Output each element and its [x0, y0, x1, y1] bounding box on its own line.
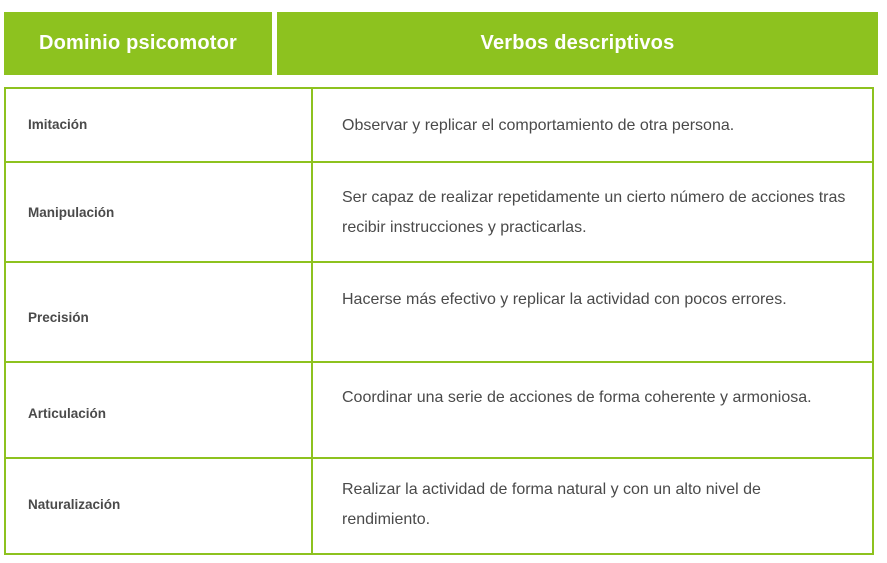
row-description: Hacerse más efectivo y replicar la actividad con pocos errores.: [342, 291, 787, 308]
header-dominio-psicomotor: Dominio psicomotor: [38, 32, 238, 54]
row-description: Coordinar una serie de acciones de forma coherente y armoniosa.: [342, 389, 812, 406]
table-row-articulacion: [6, 363, 872, 459]
psychomotor-table: [4, 87, 874, 555]
table-row-manipulacion: [6, 163, 872, 263]
row-description: Ser capaz de realizar repetidamente un cierto número de acciones tras recibir instrucciones y practicarlas.: [342, 189, 846, 236]
row-label: Articulación: [28, 406, 107, 421]
row-label: Naturalización: [28, 497, 121, 512]
row-description: Realizar la actividad de forma natural y con un alto nivel de rendimiento.: [342, 481, 761, 528]
row-label: Precisión: [28, 310, 89, 325]
table-row-precision: [6, 263, 872, 363]
row-label: Imitación: [28, 117, 88, 132]
row-label: Manipulación: [28, 205, 115, 220]
table-row-naturalizacion: [6, 459, 872, 553]
table-row-imitacion: [6, 89, 872, 163]
table-header: [4, 12, 878, 75]
header-verbos-descriptivos: Verbos descriptivos: [480, 32, 675, 54]
row-description: Observar y replicar el comportamiento de otra persona.: [342, 117, 735, 134]
